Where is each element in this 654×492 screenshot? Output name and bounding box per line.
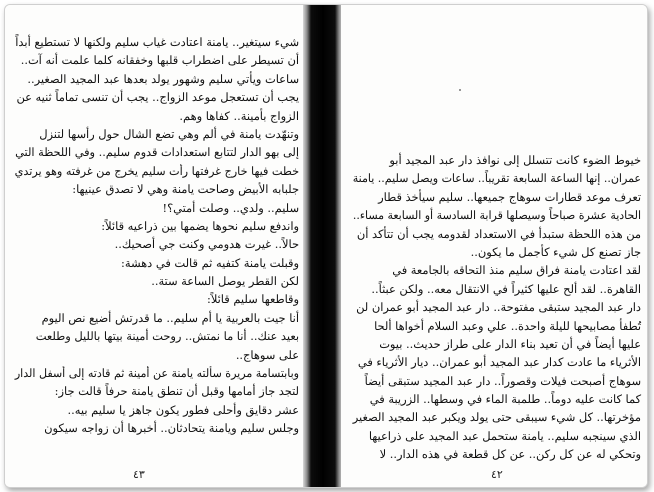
print-speck: [459, 89, 461, 91]
text-line: لكن القطر يوصل الساعة ستة..: [151, 274, 299, 289]
text-line: جاز تصنع كل شيء كأجمل ما يكون..: [470, 244, 641, 259]
text-line: وجلس سليم ويامنة يتحادثان.. أخبرها أن زواجه سيكون: [44, 421, 299, 436]
text-line: لتجد جاز أمامها وقبل أن تنطق يامنة حرفاً قالت جاز:: [54, 384, 299, 399]
text-line: كما كانت عليه دوماً.. طلمبة الماء في وسطها.. الزريبة في: [369, 392, 641, 407]
text-line: وبابتسامة مريرة سألته يامنة عن أمينة ثم قادته إلى أسفل الدار: [14, 366, 299, 381]
text-line: إلى بهو الدار لتتابع استعدادات قدوم سليم.. وفي اللحظة التي: [15, 145, 299, 160]
text-line: وقبلت يامنة كتفيه ثم قالت في دهشة:: [121, 255, 299, 270]
text-line: الحادية عشرة صباحاً وسيصلها قرابة السادسة أو السابعة مساء..: [352, 208, 641, 223]
text-line: على سوهاج..: [235, 347, 299, 362]
left-page: [5, 5, 305, 487]
text-line: خطت فيها خارج غرفتها رأت سليم يخرج من غرفته وهو يرتدي: [14, 163, 300, 178]
text-line: أنا جيت بالعربية يا أم سليم.. ما قدرتش أضيع نص اليوم: [41, 310, 299, 325]
book-spine: [303, 5, 343, 487]
text-line: القاهرة.. لقد ألح عليها كثيراً في الانتقال معه.. ولكن عبثاً..: [371, 281, 641, 296]
text-line: مؤخرتها.. كل شيء سيبقى حتى يولد ويكبر عبد المجيد الصغير: [352, 410, 641, 425]
right-page-number: ٤٢: [491, 468, 503, 481]
left-page-number: ٤٣: [133, 468, 145, 481]
text-line: تُطفأ مصابيحها لليلة واحدة.. علي وعبد السلام أخواها ألحا: [374, 318, 641, 333]
text-line: لقد اعتادت يامنة فراق سليم منذ التحاقه بالجامعة في: [392, 263, 641, 278]
text-line: تعرف موعد قطارات سوهاج جميعها.. سليم سيأخذ قطار: [378, 189, 641, 204]
right-page-text: [353, 151, 641, 464]
text-line: ساعات ويأتي سليم وشهور يولد بعدها عبد المجيد الصغير..: [27, 71, 299, 86]
right-page: [341, 5, 647, 487]
text-line: حالاً.. غيرت هدومي وكنت جي أصحيك..: [114, 237, 299, 252]
text-line: من هذه اللحظة ستبدأ في الاستعداد لقدومه يجب أن تتأكد أن: [356, 226, 641, 241]
text-line: عشر دقايق وأحلى فطور يكون جاهز يا سليم بيه..: [67, 402, 299, 417]
text-line: بعيد عنك.. أنا ما نمتش.. روحت أمينة بيتها بالليل وطلعت: [35, 329, 299, 344]
text-line: دار عبد المجيد ستبقى مفتوحة.. دار عبد المجيد أبو عمران لن: [356, 300, 641, 315]
text-line: سوهاج أصبحت فيلات وقصوراً.. دار عبد المجيد ستبقى أيضاً: [364, 373, 641, 388]
text-line: واندفع سليم نحوها يضمها بين ذراعيه قائلاً:: [101, 218, 299, 233]
text-line: الأثرياء ما عادت كدار عبد المجيد أبو عمران.. ديار الأثرياء في: [357, 355, 641, 370]
text-line: خيوط الضوء كانت تتسلل إلى نوافذ دار عبد المجيد أبو: [389, 153, 641, 167]
text-line: وقاطعها سليم قائلاً:: [207, 292, 299, 307]
text-line: شيء سيتغير.. يامنة اعتادت غياب سليم ولكنها لا تستطيع أبداً: [15, 35, 299, 49]
text-line: جلبابه الأبيض وصاحت يامنة وهي لا تصدق عينيها:: [72, 182, 299, 197]
text-line: وتحكي له عن كل ركن.. عن كل قطعة في هذه الدار.. لا: [379, 447, 641, 462]
text-line: عليها أيضاً في أن تعيد بناء الدار على طراز حديث.. بيوت: [379, 336, 641, 351]
text-line: عمران.. إنها الساعة السابعة تقريباً.. ساعات ويصل سليم.. يامنة: [352, 171, 641, 186]
text-line: سليم.. ولدي.. وصلت أمتي؟!: [162, 200, 299, 215]
left-page-text: [15, 33, 299, 438]
book-spread: [4, 4, 648, 488]
text-line: يجب أن تستعجل موعد الزواج.. يجب أن تنسى تماماً ثنيه عن: [16, 90, 299, 105]
text-line: وتنهّدت يامنة في ألم وهي تضع الشال حول رأسها لتنزل: [39, 126, 299, 141]
text-line: الذي سينجبه سليم.. يامنة ستحمل عبد المجيد على ذراعيها: [368, 428, 641, 443]
text-line: أن تسيطر على اضطراب قلبها وخفقانه كلما علمت أنه آت..: [20, 53, 299, 68]
text-line: الزواج بأمينة.. كفاها وهم.: [179, 108, 299, 123]
